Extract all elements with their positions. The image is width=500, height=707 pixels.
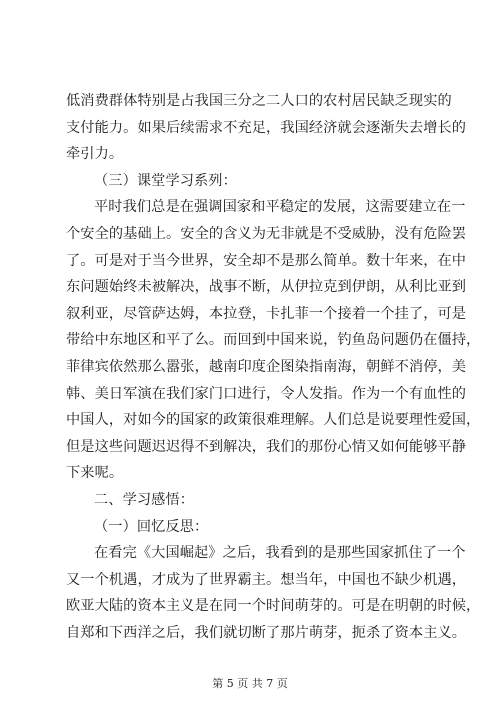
text-line: 了。可是对于当今世界，安全却不是那么简单。数十年来，在中 — [66, 252, 467, 269]
text-line: 支付能力。如果后续需求不充足，我国经济就会逐渐失去增长的 — [66, 119, 467, 136]
text-line: 个安全的基础上。安全的含义为无非就是不受威胁，没有危险罢 — [66, 225, 467, 242]
text-line: 东问题始终未被解决，战事不断，从伊拉克到伊朗，从利比亚到 — [66, 279, 467, 296]
body-text — [66, 88, 481, 646]
text-line: 但是这些问题迟迟得不到解决，我们的那份心情又如何能够平静 — [66, 438, 467, 455]
text-line: 韩、美日军演在我们家门口进行，令人发指。作为一个有血性的 — [66, 385, 467, 402]
text-line: 在看完《大国崛起》之后，我看到的是那些国家抓住了一个 — [94, 545, 466, 562]
page-number-footer: 第 5 页 共 7 页 — [212, 677, 288, 690]
text-line: 牵引力。 — [66, 146, 124, 163]
text-line: 欧亚大陆的资本主义是在同一个时间萌芽的。可是在明朝的时候， — [66, 598, 481, 615]
section-heading: （三）课堂学习系列： — [94, 172, 237, 189]
text-line: 又一个机遇，才成为了世界霸主。想当年，中国也不缺少机遇， — [66, 571, 467, 588]
text-line: 低消费群体特别是占我国三分之二人口的农村居民缺乏现实的 — [66, 93, 452, 109]
text-line: 叙利亚，尽管萨达姆，本拉登，卡扎菲一个接着一个挂了，可是 — [66, 305, 467, 322]
text-line: 菲律宾依然那么嚣张，越南印度企图染指南海，朝鲜不消停，美 — [66, 358, 467, 375]
text-line: 下来呢。 — [66, 465, 124, 482]
text-line: 中国人，对如今的国家的政策很难理解。人们总是说要理性爱国， — [66, 412, 481, 429]
subsection-heading: （一）回忆反思： — [94, 518, 209, 535]
section-heading: 二、学习感悟： — [94, 491, 195, 508]
text-line: 平时我们总是在强调国家和平稳定的发展，这需要建立在一 — [94, 199, 466, 216]
text-line: 带给中东地区和平了么。而回到中国来说，钓鱼岛问题仍在僵持， — [66, 332, 481, 349]
text-line: 自郑和下西洋之后，我们就切断了那片萌芽，扼杀了资本主义。 — [66, 624, 467, 641]
